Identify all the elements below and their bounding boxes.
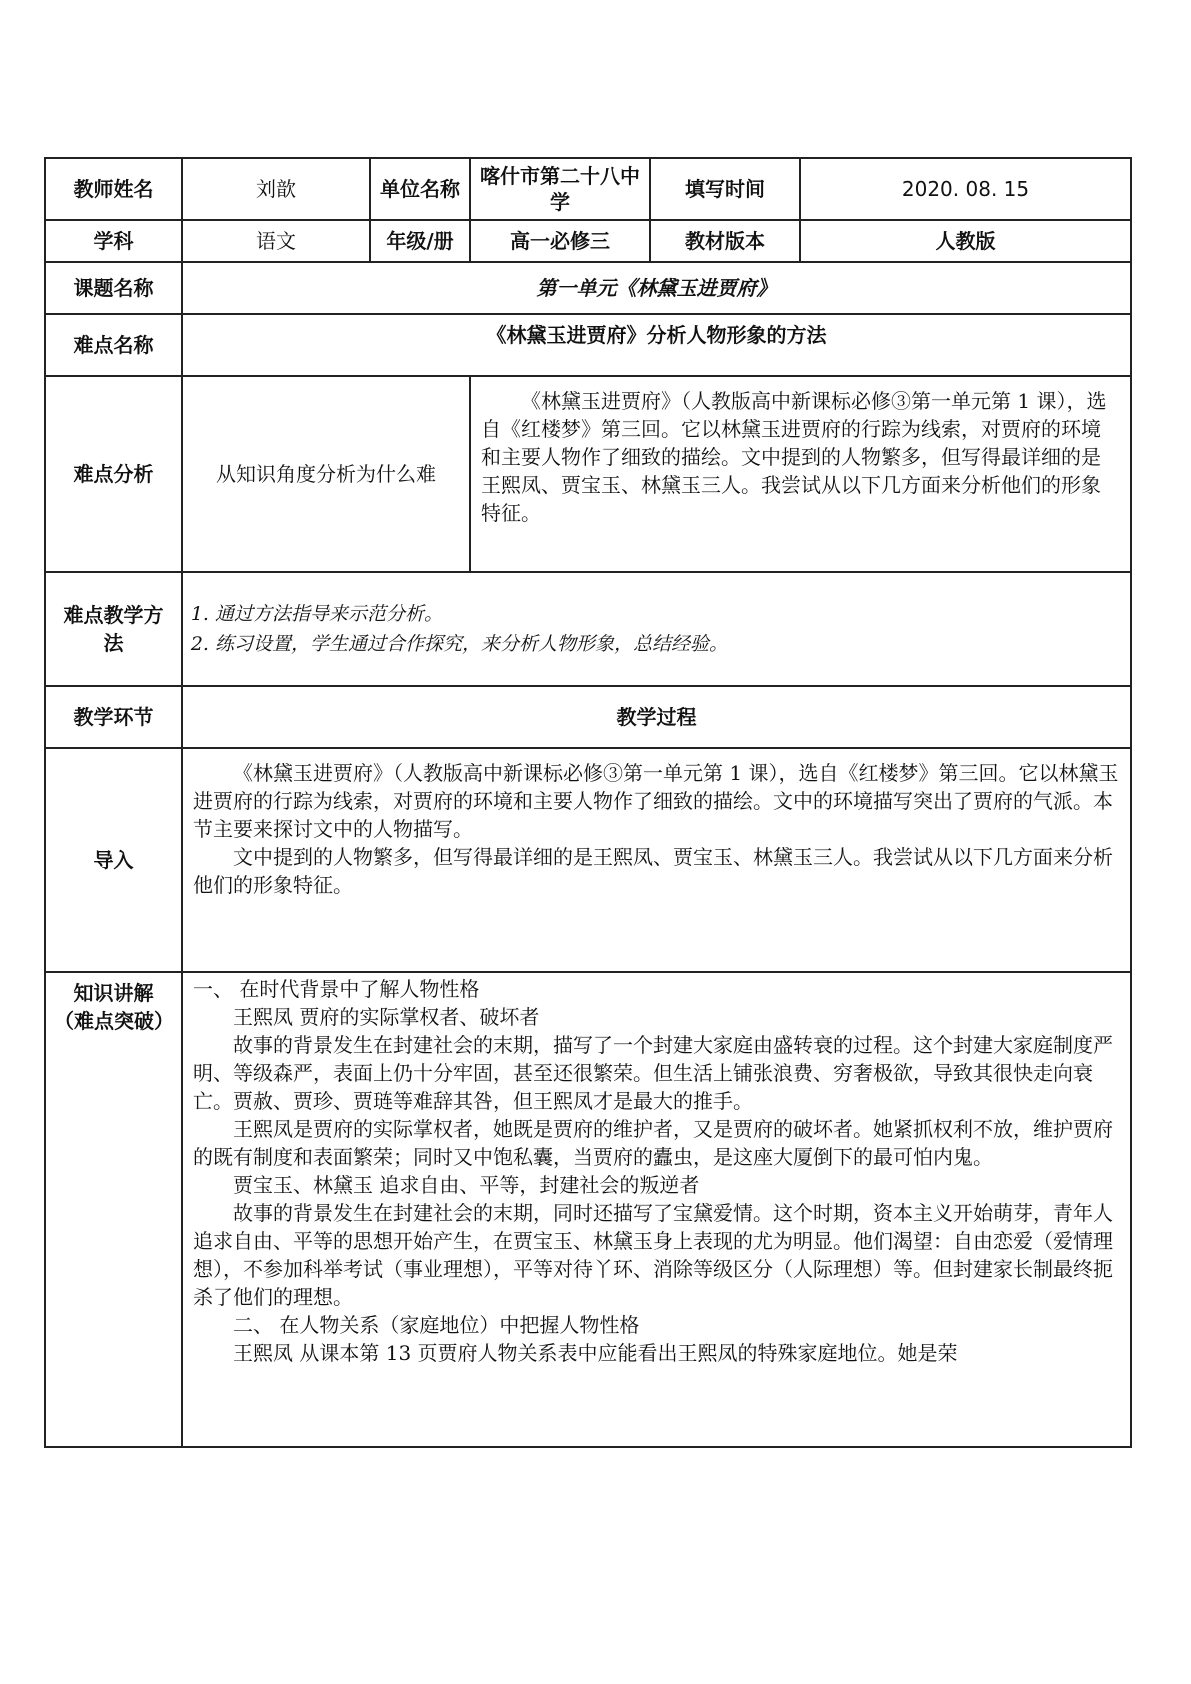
textbook-value: 人教版: [800, 220, 1131, 262]
knowledge-paragraph-2: 故事的背景发生在封建社会的末期，描写了一个封建大家庭由盛转衰的过程。这个封建大家庭制度严明、等级森严，表面上仍十分牢固，甚至还很繁荣。但生活上铺张浪费、穷奢极欲，导致其很快走向衰亡。贾赦、贾珍、贾琏等难辞其咎，但王熙凤才是最大的推手。: [193, 1033, 1113, 1113]
process-header-value: 教学过程: [182, 686, 1131, 748]
intro-paragraph-2: 文中提到的人物繁多，但写得最详细的是王熙凤、贾宝玉、林黛玉三人。我尝试从以下几方面来分析他们的形象特征。: [193, 845, 1113, 897]
knowledge-text-cell: [182, 972, 1131, 1447]
difficulty-row: [45, 314, 1131, 376]
topic-label: 课题名称: [45, 262, 182, 314]
difficulty-value: 《林黛玉进贾府》分析人物形象的方法: [182, 314, 1131, 376]
knowledge-paragraph-6: 王熙凤 从课本第 13 页贾府人物关系表中应能看出王熙凤的特殊家庭地位。她是荣: [233, 1341, 958, 1365]
analysis-label: 难点分析: [45, 376, 182, 572]
process-stage-label: 教学环节: [45, 686, 182, 748]
difficulty-label: 难点名称: [45, 314, 182, 376]
topic-row: [45, 262, 1131, 314]
analysis-text-cell: [470, 376, 1131, 572]
topic-value: 第一单元《林黛玉进贾府》: [182, 262, 1131, 314]
method-item-1: 1. 通过方法指导来示范分析。: [215, 599, 1122, 629]
header-row-1: [45, 158, 1131, 220]
grade-value: 高一必修三: [470, 220, 650, 262]
knowledge-paragraph-4: 贾宝玉、林黛玉 追求自由、平等，封建社会的叛逆者: [233, 1173, 700, 1197]
header-row-2: [45, 220, 1131, 262]
analysis-text: 《林黛玉进贾府》（人教版高中新课标必修③第一单元第 1 课），选自《红楼梦》第三回。它以林黛玉进贾府的行踪为线索，对贾府的环境和主要人物作了细致的描绘。文中提到的人物繁多，但写得最详细的是王熙凤、贾宝玉、林黛玉三人。我尝试从以下几方面来分析他们的形象特征。: [481, 389, 1107, 525]
subject-label: 学科: [45, 220, 182, 262]
analysis-sublabel: 从知识角度分析为什么难: [182, 376, 470, 572]
methods-row: [45, 572, 1131, 686]
methods-label: 难点教学方法: [45, 572, 182, 686]
methods-cell: [182, 572, 1131, 686]
lesson-form-table: [44, 157, 1132, 1448]
intro-label: 导入: [45, 748, 182, 972]
intro-row: [45, 748, 1131, 972]
method-item-2: 2. 练习设置，学生通过合作探究，来分析人物形象，总结经验。: [215, 629, 1122, 659]
knowledge-row: [45, 972, 1131, 1447]
teacher-name-value: 刘歆: [182, 158, 370, 220]
fill-time-label: 填写时间: [650, 158, 800, 220]
subject-value: 语文: [182, 220, 370, 262]
methods-list: [189, 599, 1122, 659]
grade-label: 年级/册: [370, 220, 470, 262]
fill-time-value: 2020. 08. 15: [800, 158, 1131, 220]
intro-text-cell: [182, 748, 1131, 972]
knowledge-paragraph-5: 故事的背景发生在封建社会的末期，同时还描写了宝黛爱情。这个时期，资本主义开始萌芽，青年人追求自由、平等的思想开始产生，在贾宝玉、林黛玉身上表现的尤为明显。他们渴望：自由恋爱（爱情理想），不参加科举考试（事业理想），平等对待丫环、消除等级区分（人际理想）等。但封建家长制最终扼杀了他们的理想。: [193, 1201, 1113, 1309]
teacher-name-label: 教师姓名: [45, 158, 182, 220]
knowledge-heading-2: 二、 在人物关系（家庭地位）中把握人物性格: [233, 1313, 640, 1337]
knowledge-label: [45, 972, 182, 1447]
unit-name-value: 喀什市第二十八中学: [470, 158, 650, 220]
unit-name-label: 单位名称: [370, 158, 470, 220]
knowledge-paragraph-1: 王熙凤 贾府的实际掌权者、破坏者: [233, 1005, 540, 1029]
textbook-label: 教材版本: [650, 220, 800, 262]
knowledge-heading-1: 一、 在时代背景中了解人物性格: [193, 977, 480, 1001]
process-header-row: [45, 686, 1131, 748]
knowledge-text-wrap: [193, 975, 1120, 1446]
knowledge-label-line2: （难点突破）: [54, 1009, 174, 1033]
analysis-row: [45, 376, 1131, 572]
knowledge-label-line1: 知识讲解: [73, 981, 154, 1005]
knowledge-paragraph-3: 王熙凤是贾府的实际掌权者，她既是贾府的维护者，又是贾府的破坏者。她紧抓权利不放，维护贾府的既有制度和表面繁荣；同时又中饱私囊，当贾府的蠹虫，是这座大厦倒下的最可怕内鬼。: [193, 1117, 1113, 1169]
intro-paragraph-1: 《林黛玉进贾府》（人教版高中新课标必修③第一单元第 1 课），选自《红楼梦》第三回。它以林黛玉进贾府的行踪为线索，对贾府的环境和主要人物作了细致的描绘。文中的环境描写突出了贾府的气派。本节主要来探讨文中的人物描写。: [193, 761, 1119, 841]
